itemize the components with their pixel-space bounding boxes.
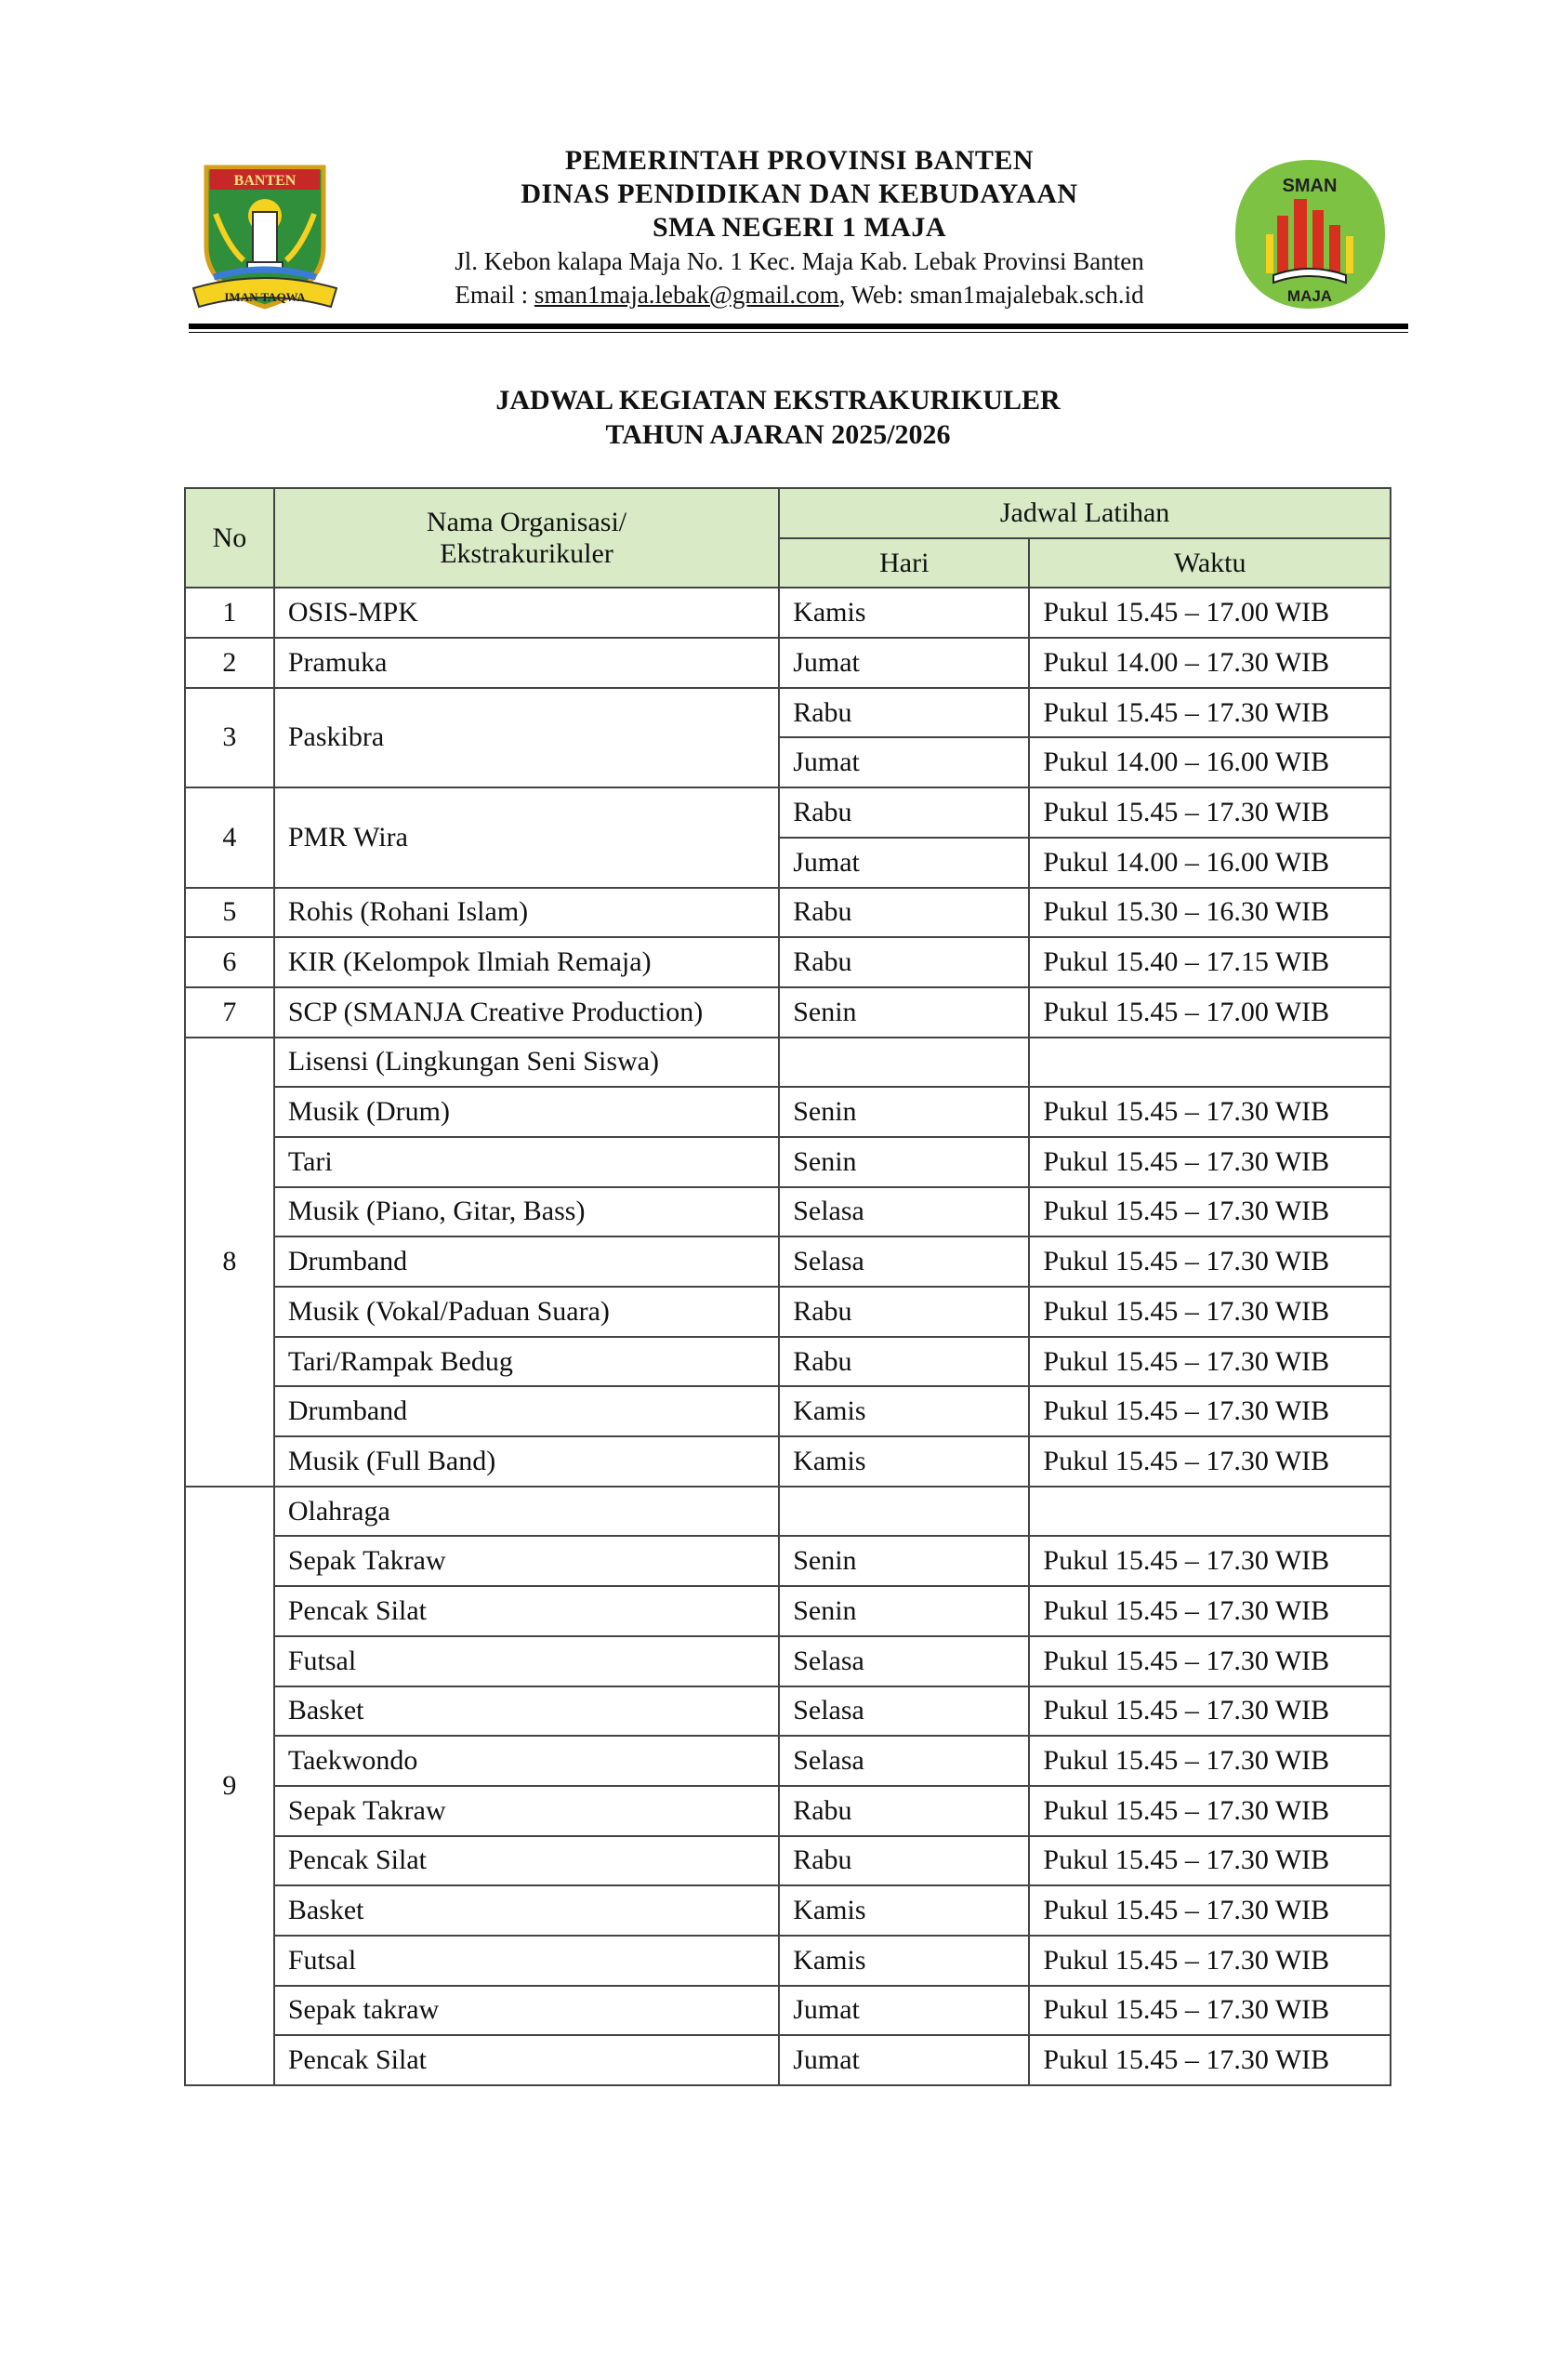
cell-time: Pukul 15.45 – 17.30 WIB (1029, 688, 1391, 738)
cell-time: Pukul 15.45 – 17.30 WIB (1029, 1087, 1391, 1137)
cell-no: 6 (185, 937, 274, 987)
cell-day: Jumat (779, 638, 1029, 688)
header-day: Hari (779, 538, 1029, 588)
cell-name: Musik (Piano, Gitar, Bass) (274, 1187, 779, 1237)
table-row (185, 2035, 1391, 2085)
cell-day: Senin (779, 1137, 1029, 1187)
cell-name: Sepak takraw (274, 1986, 779, 2036)
cell-day: Jumat (779, 838, 1029, 888)
cell-no: 9 (185, 1487, 274, 2085)
cell-day: Senin (779, 1087, 1029, 1137)
cell-time: Pukul 15.40 – 17.15 WIB (1029, 937, 1391, 987)
cell-day: Rabu (779, 888, 1029, 938)
header-no: No (185, 488, 274, 588)
cell-name: Drumband (274, 1236, 779, 1287)
table-row (185, 1986, 1391, 2036)
cell-name: PMR Wira (274, 787, 779, 887)
letterhead-rule-thick (189, 324, 1408, 329)
cell-time: Pukul 15.45 – 17.30 WIB (1029, 1936, 1391, 1986)
cell-time: Pukul 15.30 – 16.30 WIB (1029, 888, 1391, 938)
table-row (185, 1536, 1391, 1586)
title-line-1: JADWAL KEGIATAN EKSTRAKURIKULER (495, 385, 1061, 416)
cell-name: Olahraga (274, 1487, 779, 1537)
cell-time: Pukul 15.45 – 17.30 WIB (1029, 1436, 1391, 1487)
cell-day: Rabu (779, 688, 1029, 738)
table-row (185, 787, 1391, 838)
letterhead-province: PEMERINTAH PROVINSI BANTEN (564, 145, 1035, 176)
cell-name: Lisensi (Lingkungan Seni Siswa) (274, 1038, 779, 1088)
cell-day: Rabu (779, 937, 1029, 987)
cell-day: Selasa (779, 1736, 1029, 1786)
table-row (185, 688, 1391, 738)
table-row (185, 888, 1391, 938)
cell-day: Rabu (779, 1337, 1029, 1387)
cell-day: Selasa (779, 1236, 1029, 1287)
cell-day: Rabu (779, 1287, 1029, 1337)
cell-name: Pencak Silat (274, 1836, 779, 1886)
cell-day: Kamis (779, 1936, 1029, 1986)
cell-time: Pukul 14.00 – 16.00 WIB (1029, 737, 1391, 787)
table-row (185, 1786, 1391, 1836)
table-row (185, 1337, 1391, 1387)
table-row (185, 1885, 1391, 1936)
cell-no: 1 (185, 588, 274, 638)
cell-time: Pukul 15.45 – 17.30 WIB (1029, 1736, 1391, 1786)
cell-day: Rabu (779, 1836, 1029, 1886)
cell-day: Kamis (779, 1386, 1029, 1436)
letterhead (344, 144, 1255, 311)
cell-name: Basket (274, 1686, 779, 1737)
cell-name: Taekwondo (274, 1736, 779, 1786)
cell-time: Pukul 15.45 – 17.30 WIB (1029, 787, 1391, 838)
cell-day: Jumat (779, 737, 1029, 787)
table-row (185, 1636, 1391, 1686)
svg-text:SMAN: SMAN (1282, 176, 1338, 196)
cell-day: Kamis (779, 1885, 1029, 1936)
web-text: , Web: sman1majalebak.sch.id (838, 281, 1144, 309)
cell-day: Jumat (779, 2035, 1029, 2085)
table-row (185, 1386, 1391, 1436)
cell-day: Selasa (779, 1636, 1029, 1686)
cell-time: Pukul 15.45 – 17.00 WIB (1029, 987, 1391, 1038)
letterhead-school: SMA NEGERI 1 MAJA (652, 212, 946, 243)
cell-name: Sepak Takraw (274, 1786, 779, 1836)
header-organization (274, 488, 779, 588)
cell-name: Sepak Takraw (274, 1536, 779, 1586)
cell-no: 5 (185, 888, 274, 938)
table-row (185, 1236, 1391, 1287)
cell-time: Pukul 14.00 – 16.00 WIB (1029, 838, 1391, 888)
cell-time: Pukul 15.45 – 17.30 WIB (1029, 1786, 1391, 1836)
cell-no: 8 (185, 1038, 274, 1487)
svg-text:BANTEN: BANTEN (233, 173, 297, 189)
cell-day: Rabu (779, 787, 1029, 838)
banten-emblem-logo (186, 158, 344, 316)
title-line-2: TAHUN AJARAN 2025/2026 (605, 419, 951, 450)
cell-name: Musik (Vokal/Paduan Suara) (274, 1287, 779, 1337)
cell-name: Tari/Rampak Bedug (274, 1337, 779, 1387)
document-title (0, 383, 1556, 452)
cell-name: Futsal (274, 1636, 779, 1686)
svg-text:IMAN TAQWA: IMAN TAQWA (224, 290, 306, 304)
cell-time: Pukul 15.45 – 17.30 WIB (1029, 1187, 1391, 1237)
cell-time (1029, 1487, 1391, 1537)
table-row (185, 1187, 1391, 1237)
cell-day: Senin (779, 1536, 1029, 1586)
table-row (185, 1087, 1391, 1137)
header-schedule: Jadwal Latihan (779, 488, 1391, 538)
cell-time: Pukul 15.45 – 17.30 WIB (1029, 1636, 1391, 1686)
cell-name: OSIS-MPK (274, 588, 779, 638)
cell-name: Pencak Silat (274, 2035, 779, 2085)
sman-maja-logo (1229, 152, 1391, 315)
cell-no: 4 (185, 787, 274, 887)
table-row (185, 937, 1391, 987)
cell-name: Tari (274, 1137, 779, 1187)
cell-day: Jumat (779, 1986, 1029, 2036)
table-row (185, 1736, 1391, 1786)
cell-time: Pukul 15.45 – 17.30 WIB (1029, 1337, 1391, 1387)
header-organization-line1: Nama Organisasi/ (426, 506, 627, 537)
table-row (185, 1586, 1391, 1636)
cell-name: Futsal (274, 1936, 779, 1986)
cell-name: Pencak Silat (274, 1586, 779, 1636)
cell-time: Pukul 15.45 – 17.30 WIB (1029, 2035, 1391, 2085)
cell-time: Pukul 15.45 – 17.30 WIB (1029, 1686, 1391, 1737)
cell-day: Senin (779, 1586, 1029, 1636)
cell-day: Selasa (779, 1686, 1029, 1737)
cell-time: Pukul 15.45 – 17.00 WIB (1029, 588, 1391, 638)
letterhead-contact (344, 278, 1255, 311)
cell-name: Drumband (274, 1386, 779, 1436)
table-row (185, 1836, 1391, 1886)
header-time: Waktu (1029, 538, 1391, 588)
cell-day: Selasa (779, 1187, 1029, 1237)
table-row (185, 1936, 1391, 1986)
schedule-table (184, 487, 1391, 2086)
letterhead-agency: DINAS PENDIDIKAN DAN KEBUDAYAAN (521, 178, 1078, 209)
table-row (185, 1436, 1391, 1487)
cell-no: 7 (185, 987, 274, 1038)
table-row (185, 1686, 1391, 1737)
table-row (185, 987, 1391, 1038)
header-organization-line2: Ekstrakurikuler (440, 537, 613, 569)
table-row (185, 638, 1391, 688)
cell-time: Pukul 15.45 – 17.30 WIB (1029, 1986, 1391, 2036)
cell-name: SCP (SMANJA Creative Production) (274, 987, 779, 1038)
table-row (185, 1287, 1391, 1337)
table-row (185, 1487, 1391, 1537)
cell-day: Senin (779, 987, 1029, 1038)
cell-time: Pukul 15.45 – 17.30 WIB (1029, 1586, 1391, 1636)
email-link[interactable]: sman1maja.lebak@gmail.com (534, 281, 839, 309)
cell-day: Kamis (779, 588, 1029, 638)
cell-time: Pukul 15.45 – 17.30 WIB (1029, 1836, 1391, 1886)
cell-time: Pukul 15.45 – 17.30 WIB (1029, 1386, 1391, 1436)
cell-name: Musik (Drum) (274, 1087, 779, 1137)
table-row (185, 1038, 1391, 1088)
cell-time: Pukul 15.45 – 17.30 WIB (1029, 1137, 1391, 1187)
cell-day: Kamis (779, 1436, 1029, 1487)
cell-name: Basket (274, 1885, 779, 1936)
svg-text:MAJA: MAJA (1286, 287, 1333, 305)
email-label: Email : (455, 281, 534, 309)
table-row (185, 1137, 1391, 1187)
cell-name: Rohis (Rohani Islam) (274, 888, 779, 938)
cell-time (1029, 1038, 1391, 1088)
cell-no: 2 (185, 638, 274, 688)
cell-time: Pukul 15.45 – 17.30 WIB (1029, 1236, 1391, 1287)
cell-time: Pukul 15.45 – 17.30 WIB (1029, 1287, 1391, 1337)
cell-time: Pukul 15.45 – 17.30 WIB (1029, 1536, 1391, 1586)
cell-name: Paskibra (274, 688, 779, 787)
letterhead-address: Jl. Kebon kalapa Maja No. 1 Kec. Maja Kab. Lebak Provinsi Banten (455, 247, 1144, 275)
cell-name: Musik (Full Band) (274, 1436, 779, 1487)
cell-day (779, 1487, 1029, 1537)
letterhead-rule-thin (189, 332, 1408, 333)
cell-time: Pukul 15.45 – 17.30 WIB (1029, 1885, 1391, 1936)
cell-name: KIR (Kelompok Ilmiah Remaja) (274, 937, 779, 987)
cell-time: Pukul 14.00 – 17.30 WIB (1029, 638, 1391, 688)
table-row (185, 588, 1391, 638)
cell-day (779, 1038, 1029, 1088)
cell-name: Pramuka (274, 638, 779, 688)
cell-day: Rabu (779, 1786, 1029, 1836)
cell-no: 3 (185, 688, 274, 787)
